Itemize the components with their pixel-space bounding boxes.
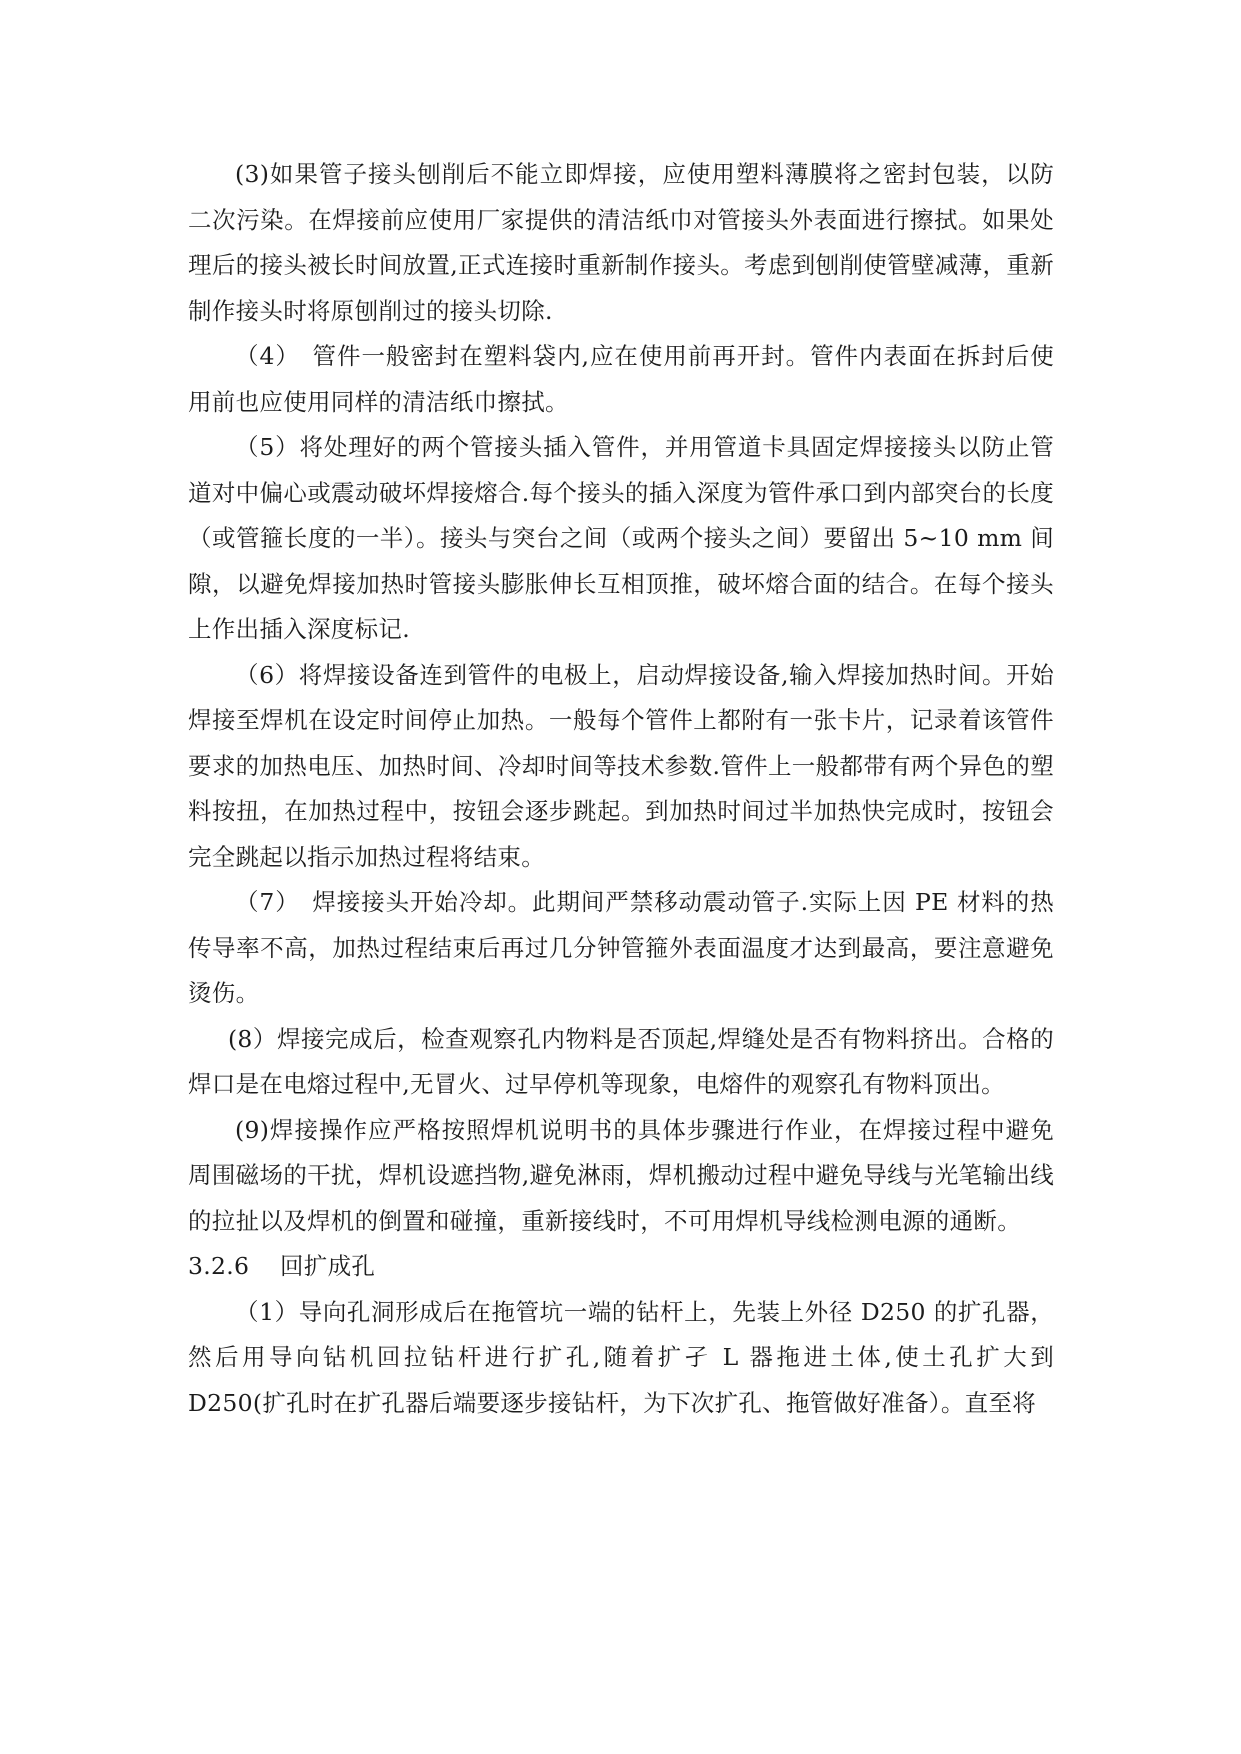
section-paragraph-1: （1）导向孔洞形成后在拖管坑一端的钻杆上，先装上外径 D250 的扩孔器，然后用导向钻机回拉钻杆进行扩孔,随着扩孑 L 器拖进土体,使土孔扩大到 D250(扩孔时在扩孔器后端要逐步接钻杆，为下次扩孔、拖管做好准备）。直至将 [188,1297,1054,1417]
paragraph-5: （5）将处理好的两个管接头插入管件，并用管道卡具固定焊接接头以防止管道对中偏心或震动破坏焊接熔合.每个接头的插入深度为管件承口到内部突台的长度（或管箍长度的一半）。接头与突台之间（或两个接头之间）要留出 5~10 mm 间隙，以避免焊接加热时管接头膨胀伸长互相顶推，破坏熔合面的结合。在每个接头上作出插入深度标记. [188,433,1054,643]
paragraph-9: (9)焊接操作应严格按照焊机说明书的具体步骤进行作业，在焊接过程中避免周围磁场的干扰，焊机设遮挡物,避免淋雨，焊机搬动过程中避免导线与光笔输出线的拉扯以及焊机的倒置和碰撞，重新接线时，不可用焊机导线检测电源的通断。 [188,1115,1054,1235]
paragraph-6: （6）将焊接设备连到管件的电极上，启动焊接设备,输入焊接加热时间。开始焊接至焊机在设定时间停止加热。一般每个管件上都附有一张卡片，记录着该管件要求的加热电压、加热时间、冷却时间等技术参数.管件上一般都带有两个异色的塑料按扭，在加热过程中，按钮会逐步跳起。到加热时间过半加热快完成时，按钮会完全跳起以指示加热过程将结束。 [188,660,1054,871]
paragraph-4: （4） 管件一般密封在塑料袋内,应在使用前再开封。管件内表面在拆封后使用前也应使用同样的清洁纸巾擦拭。 [188,342,1054,416]
paragraph-3: (3)如果管子接头刨削后不能立即焊接，应使用塑料薄膜将之密封包装，以防二次污染。在焊接前应使用厂家提供的清洁纸巾对管接头外表面进行擦拭。如果处理后的接头被长时间放置,正式连接时重新制作接头。考虑到刨削使管壁减薄，重新制作接头时将原刨削过的接头切除. [188,160,1054,325]
section-heading [188,1244,1054,1290]
document-body [188,152,1054,1426]
section-number: 3.2.6 [188,1252,250,1280]
paragraph-8: (8）焊接完成后，检查观察孔内物料是否顶起,焊缝处是否有物料挤出。合格的焊口是在电熔过程中,无冒火、过早停机等现象，电熔件的观察孔有物料顶出。 [188,1024,1054,1098]
paragraph-7: （7） 焊接接头开始冷却。此期间严禁移动震动管子.实际上因 PE 材料的热传导率不高，加热过程结束后再过几分钟管箍外表面温度才达到最高，要注意避免烫伤。 [188,888,1054,1007]
section-title: 回扩成孔 [280,1252,376,1280]
